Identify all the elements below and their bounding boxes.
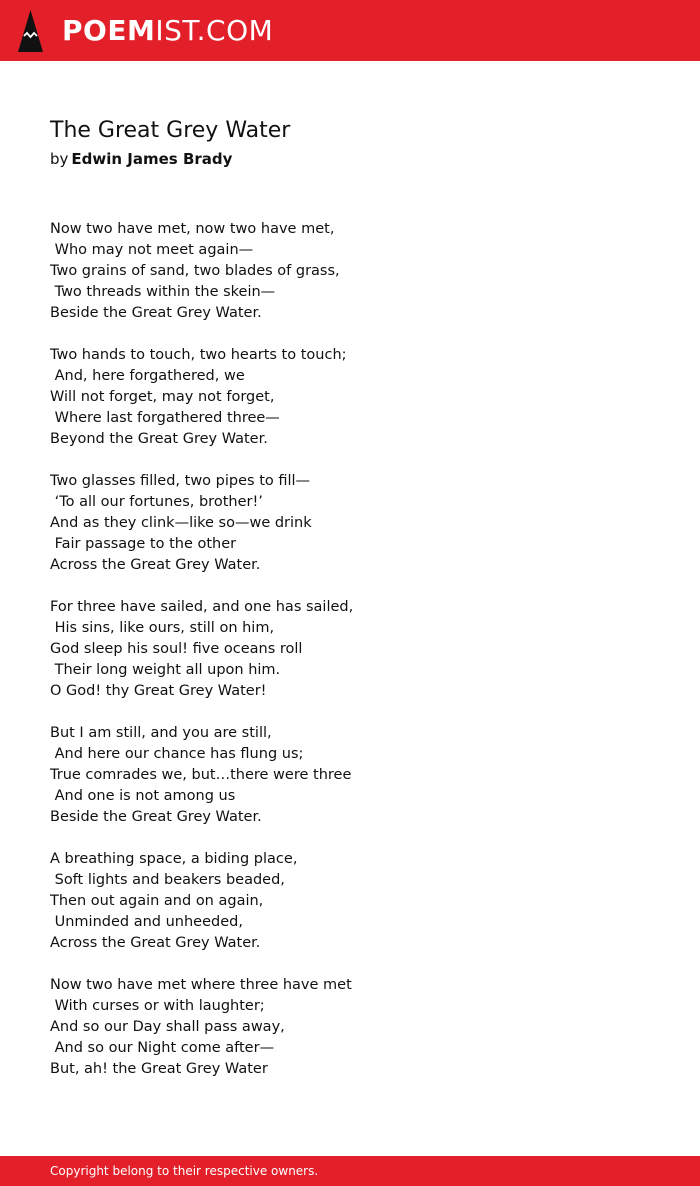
poem-line: His sins, like ours, still on him,: [50, 620, 275, 636]
poem-line: Beyond the Great Grey Water.: [50, 431, 268, 447]
poem-line: Two glasses filled, two pipes to fill—: [50, 473, 311, 489]
poem-line: Beside the Great Grey Water.: [50, 809, 262, 825]
poem-line: And, here forgathered, we: [50, 368, 245, 384]
poem-line: Two hands to touch, two hearts to touch;: [50, 347, 347, 363]
poem-line: And as they clink—like so—we drink: [50, 515, 312, 531]
poem-line: Will not forget, may not forget,: [50, 389, 275, 405]
poem-line: Beside the Great Grey Water.: [50, 305, 262, 321]
author-name[interactable]: Edwin James Brady: [71, 150, 233, 168]
poem-line: God sleep his soul! five oceans roll: [50, 641, 303, 657]
poem-line: A breathing space, a biding place,: [50, 851, 298, 867]
copyright-notice: Copyright belong to their respective owners.: [50, 1164, 319, 1178]
site-footer: [0, 1156, 700, 1186]
poem-line: But I am still, and you are still,: [50, 725, 272, 741]
stanza: [50, 723, 670, 828]
poem-line: True comrades we, but…there were three: [50, 767, 352, 783]
poem-line: O God! thy Great Grey Water!: [50, 683, 267, 699]
poem-title: The Great Grey Water: [50, 118, 291, 143]
byline-prefix: by: [50, 150, 69, 168]
stanza: [50, 219, 670, 324]
poem-line: Then out again and on again,: [50, 893, 264, 909]
poem-line: Two threads within the skein—: [50, 284, 276, 300]
poem-line: And one is not among us: [50, 788, 236, 804]
brand-name: [62, 10, 273, 52]
poem-line: Soft lights and beakers beaded,: [50, 872, 285, 888]
poem-line: And so our Day shall pass away,: [50, 1019, 285, 1035]
poem-line: Now two have met, now two have met,: [50, 221, 335, 237]
stanza: [50, 849, 670, 954]
stanza: [50, 345, 670, 450]
site-logo[interactable]: [18, 10, 273, 52]
poem-line: Now two have met where three have met: [50, 977, 352, 993]
poem-line: Across the Great Grey Water.: [50, 935, 261, 951]
stanza: [50, 975, 670, 1080]
poem-line: Across the Great Grey Water.: [50, 557, 261, 573]
brand-name-light: IST.COM: [155, 14, 274, 47]
byline: [50, 148, 232, 170]
poem-line: Unminded and unheeded,: [50, 914, 243, 930]
stanza: [50, 471, 670, 576]
poem-line: But, ah! the Great Grey Water: [50, 1061, 268, 1077]
poem-line: Who may not meet again—: [50, 242, 254, 258]
poem-line: For three have sailed, and one has sailed,: [50, 599, 354, 615]
site-header: [0, 0, 700, 61]
poem-line: Their long weight all upon him.: [50, 662, 281, 678]
poem-line: Where last forgathered three—: [50, 410, 280, 426]
pencil-icon: [18, 10, 43, 52]
poem-line: Two grains of sand, two blades of grass,: [50, 263, 340, 279]
poem-line: And here our chance has flung us;: [50, 746, 304, 762]
stanza: [50, 597, 670, 702]
brand-name-bold: POEM: [62, 14, 156, 47]
poem-line: Fair passage to the other: [50, 536, 237, 552]
poem-line: And so our Night come after—: [50, 1040, 275, 1056]
poem-line: With curses or with laughter;: [50, 998, 265, 1014]
poem-body: [50, 219, 670, 1101]
poem-line: ‘To all our fortunes, brother!’: [50, 494, 263, 510]
